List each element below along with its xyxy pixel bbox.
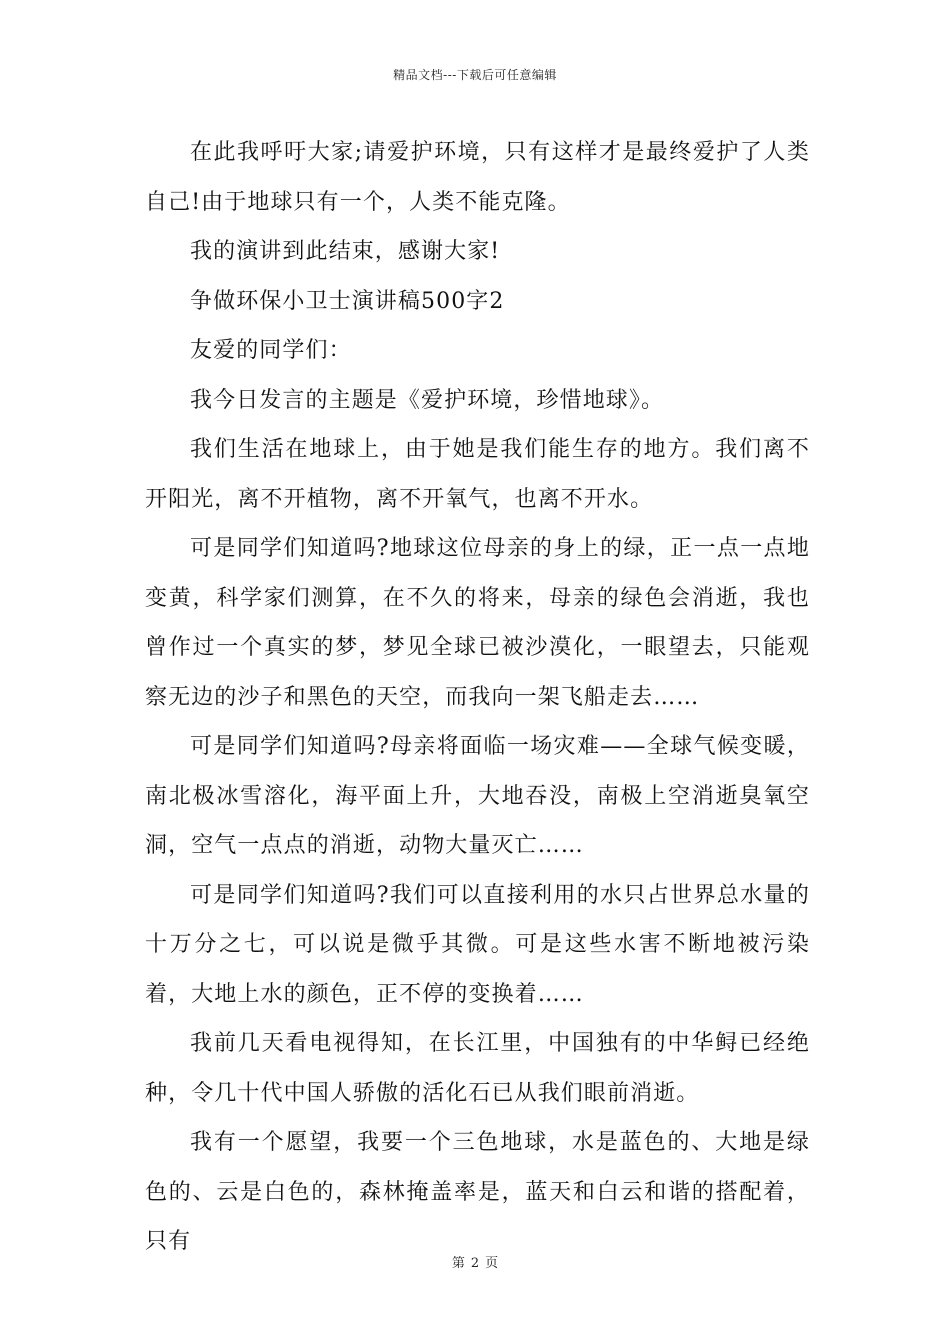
paragraph: 可是同学们知道吗?地球这位母亲的身上的绿，正一点一点地变黄，科学家们测算，在不久的将来，母亲的绿色会消逝，我也曾作过一个真实的梦，梦见全球已被沙漠化，一眼望去，只能观察无边的沙子和黑色的天空，而我向一架飞船走去…… [145, 536, 810, 710]
paragraph: 可是同学们知道吗?母亲将面临一场灾难——全球气候变暖，南北极冰雪溶化，海平面上升，大地吞没，南极上空消逝臭氧空洞，空气一点点的消逝，动物大量灭亡…… [145, 734, 810, 858]
section-title: 争做环保小卫士演讲稿500字2 [190, 288, 505, 314]
paragraph: 我的演讲到此结束，感谢大家! [190, 239, 501, 264]
paragraph: 我有一个愿望，我要一个三色地球，水是蓝色的、大地是绿色的、云是白色的，森林掩盖率是，蓝天和白云和谐的搭配着，只有 [145, 1130, 810, 1254]
paragraph: 友爱的同学们： [190, 338, 352, 363]
paragraph: 可是同学们知道吗?我们可以直接利用的水只占世界总水量的十万分之七，可以说是微乎其微。可是这些水害不断地被污染着，大地上水的颜色，正不停的变换着…… [145, 882, 810, 1007]
page-number: 2 [470, 1256, 480, 1271]
page-header: 精品文档---下载后可任意编辑 [393, 68, 557, 82]
paragraph: 我们生活在地球上，由于她是我们能生存的地方。我们离不开阳光，离不开植物，离不开氧气，也离不开水。 [145, 437, 810, 512]
document-body [145, 128, 810, 1267]
paragraph: 在此我呼吁大家;请爱护环境，只有这样才是最终爱护了人类自己!由于地球只有一个，人类不能克隆。 [145, 140, 810, 215]
page-footer [0, 1252, 950, 1271]
page-number-suffix: 页 [485, 1256, 499, 1271]
paragraph: 我前几天看电视得知，在长江里，中国独有的中华鲟已经绝种，令几十代中国人骄傲的活化石已从我们眼前消逝。 [145, 1031, 810, 1106]
paragraph: 我今日发言的主题是《爱护环境，珍惜地球》。 [190, 387, 665, 413]
page-number-prefix: 第 [451, 1256, 465, 1271]
